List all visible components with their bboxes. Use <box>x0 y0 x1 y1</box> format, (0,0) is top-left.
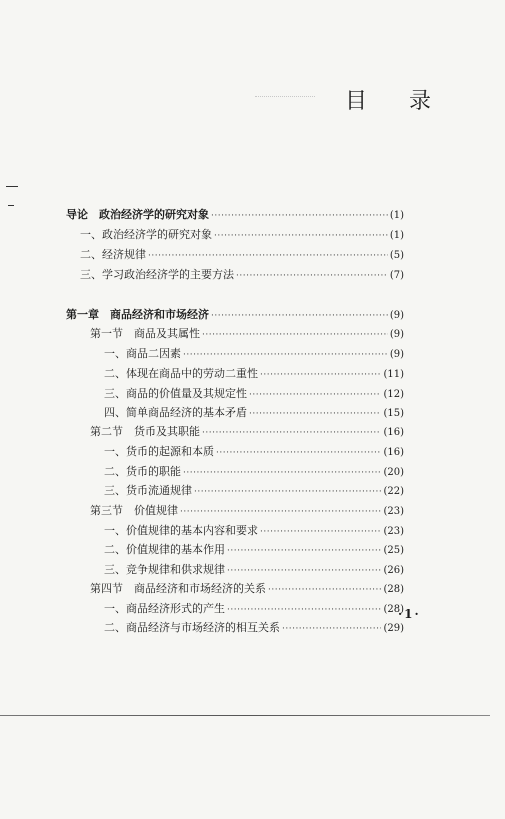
leader-dots <box>194 485 381 499</box>
toc-entry-label: 第一节 商品及其属性 <box>90 327 200 340</box>
toc-entry <box>104 602 404 616</box>
leader-dots <box>227 603 381 617</box>
toc-entry-page: (9) <box>389 349 404 360</box>
toc-entry <box>104 387 404 401</box>
toc-entry-label: 三、货币流通规律 <box>104 484 192 497</box>
leader-dots <box>211 209 388 223</box>
leader-dots <box>260 525 381 539</box>
leader-dots <box>211 309 388 323</box>
toc-entry-label: 二、体现在商品中的劳动二重性 <box>104 367 258 380</box>
toc-entry-label: 四、简单商品经济的基本矛盾 <box>104 406 247 419</box>
toc-entry <box>66 208 404 222</box>
leader-dots <box>148 249 388 263</box>
toc-entry-page: (28) <box>383 604 404 615</box>
toc-entry-page: (1) <box>389 210 404 221</box>
margin-mark <box>8 205 14 206</box>
leader-dots <box>183 466 381 480</box>
leader-dots <box>202 426 381 440</box>
leader-dots <box>268 583 381 597</box>
leader-dots <box>249 388 381 402</box>
toc-entry-page: (5) <box>389 250 404 261</box>
toc-entry-label: 一、商品经济形式的产生 <box>104 602 225 615</box>
leader-dots <box>180 505 381 519</box>
leader-dots <box>214 229 388 243</box>
toc-entry <box>80 228 404 242</box>
toc-entry-page: (23) <box>383 506 404 517</box>
toc-entry-label: 导论 政治经济学的研究对象 <box>66 208 209 221</box>
toc-entry-page: (12) <box>383 389 404 400</box>
toc-entry-label: 三、竞争规律和供求规律 <box>104 563 225 576</box>
leader-dots <box>249 407 381 421</box>
toc-entry <box>104 367 404 381</box>
toc-entry <box>104 524 404 538</box>
toc-entry-page: (28) <box>383 584 404 595</box>
decorative-dots <box>255 96 315 97</box>
toc-entry-page: (9) <box>389 310 404 321</box>
leader-dots <box>236 269 388 283</box>
toc-entry <box>90 504 404 518</box>
toc-entry <box>104 621 404 635</box>
toc-entry <box>90 327 404 341</box>
toc-entry-label: 第一章 商品经济和市场经济 <box>66 308 209 321</box>
title-char-1: 目 <box>345 89 368 114</box>
title-char-2: 录 <box>409 89 432 114</box>
toc-entry <box>104 543 404 557</box>
leader-dots <box>216 446 381 460</box>
toc-entry <box>104 406 404 420</box>
toc-entry-label: 二、货币的职能 <box>104 465 181 478</box>
footer-rule <box>0 715 490 716</box>
toc-entry-page: (29) <box>383 623 404 634</box>
toc-entry-label: 三、学习政治经济学的主要方法 <box>80 268 234 281</box>
toc-entry <box>66 308 404 322</box>
leader-dots <box>227 564 381 578</box>
page-number: ·1· <box>398 607 421 621</box>
toc-entry-page: (16) <box>383 447 404 458</box>
toc-entry-page: (15) <box>383 408 404 419</box>
toc-entry-label: 一、商品二因素 <box>104 347 181 360</box>
toc-entry-label: 三、商品的价值量及其规定性 <box>104 387 247 400</box>
toc-entry <box>104 563 404 577</box>
leader-dots <box>227 544 381 558</box>
toc-entry-label: 一、货币的起源和本质 <box>104 445 214 458</box>
toc-entry <box>80 248 404 262</box>
leader-dots <box>282 622 381 636</box>
toc-entry-label: 一、政治经济学的研究对象 <box>80 228 212 241</box>
toc-entry <box>104 484 404 498</box>
toc-entry-label: 第二节 货币及其职能 <box>90 425 200 438</box>
toc-entry-page: (23) <box>383 526 404 537</box>
toc-entry <box>104 347 404 361</box>
toc-entry <box>80 268 404 282</box>
leader-dots <box>260 368 381 382</box>
toc-entry-page: (16) <box>383 427 404 438</box>
toc-entry-page: (26) <box>383 565 404 576</box>
toc-entry-page: (25) <box>383 545 404 556</box>
toc-entry-label: 二、商品经济与市场经济的相互关系 <box>104 621 280 634</box>
leader-dots <box>202 328 388 342</box>
toc-entry-label: 一、价值规律的基本内容和要求 <box>104 524 258 537</box>
toc-entry-page: (7) <box>389 270 404 281</box>
toc-entry <box>104 465 404 479</box>
page-title <box>345 84 431 115</box>
toc-entry-page: (1) <box>389 230 404 241</box>
margin-mark <box>6 186 18 187</box>
toc-entry <box>104 445 404 459</box>
leader-dots <box>183 348 388 362</box>
toc-entry-label: 二、经济规律 <box>80 248 146 261</box>
toc-entry-label: 第三节 价值规律 <box>90 504 178 517</box>
toc-entry-label: 第四节 商品经济和市场经济的关系 <box>90 582 266 595</box>
toc-entry-page: (22) <box>383 486 404 497</box>
toc-entry-page: (9) <box>389 329 404 340</box>
toc-entry <box>90 425 404 439</box>
toc-entry-label: 二、价值规律的基本作用 <box>104 543 225 556</box>
toc-entry-page: (20) <box>383 467 404 478</box>
toc-entry <box>90 582 404 596</box>
toc-entry-page: (11) <box>383 369 404 380</box>
